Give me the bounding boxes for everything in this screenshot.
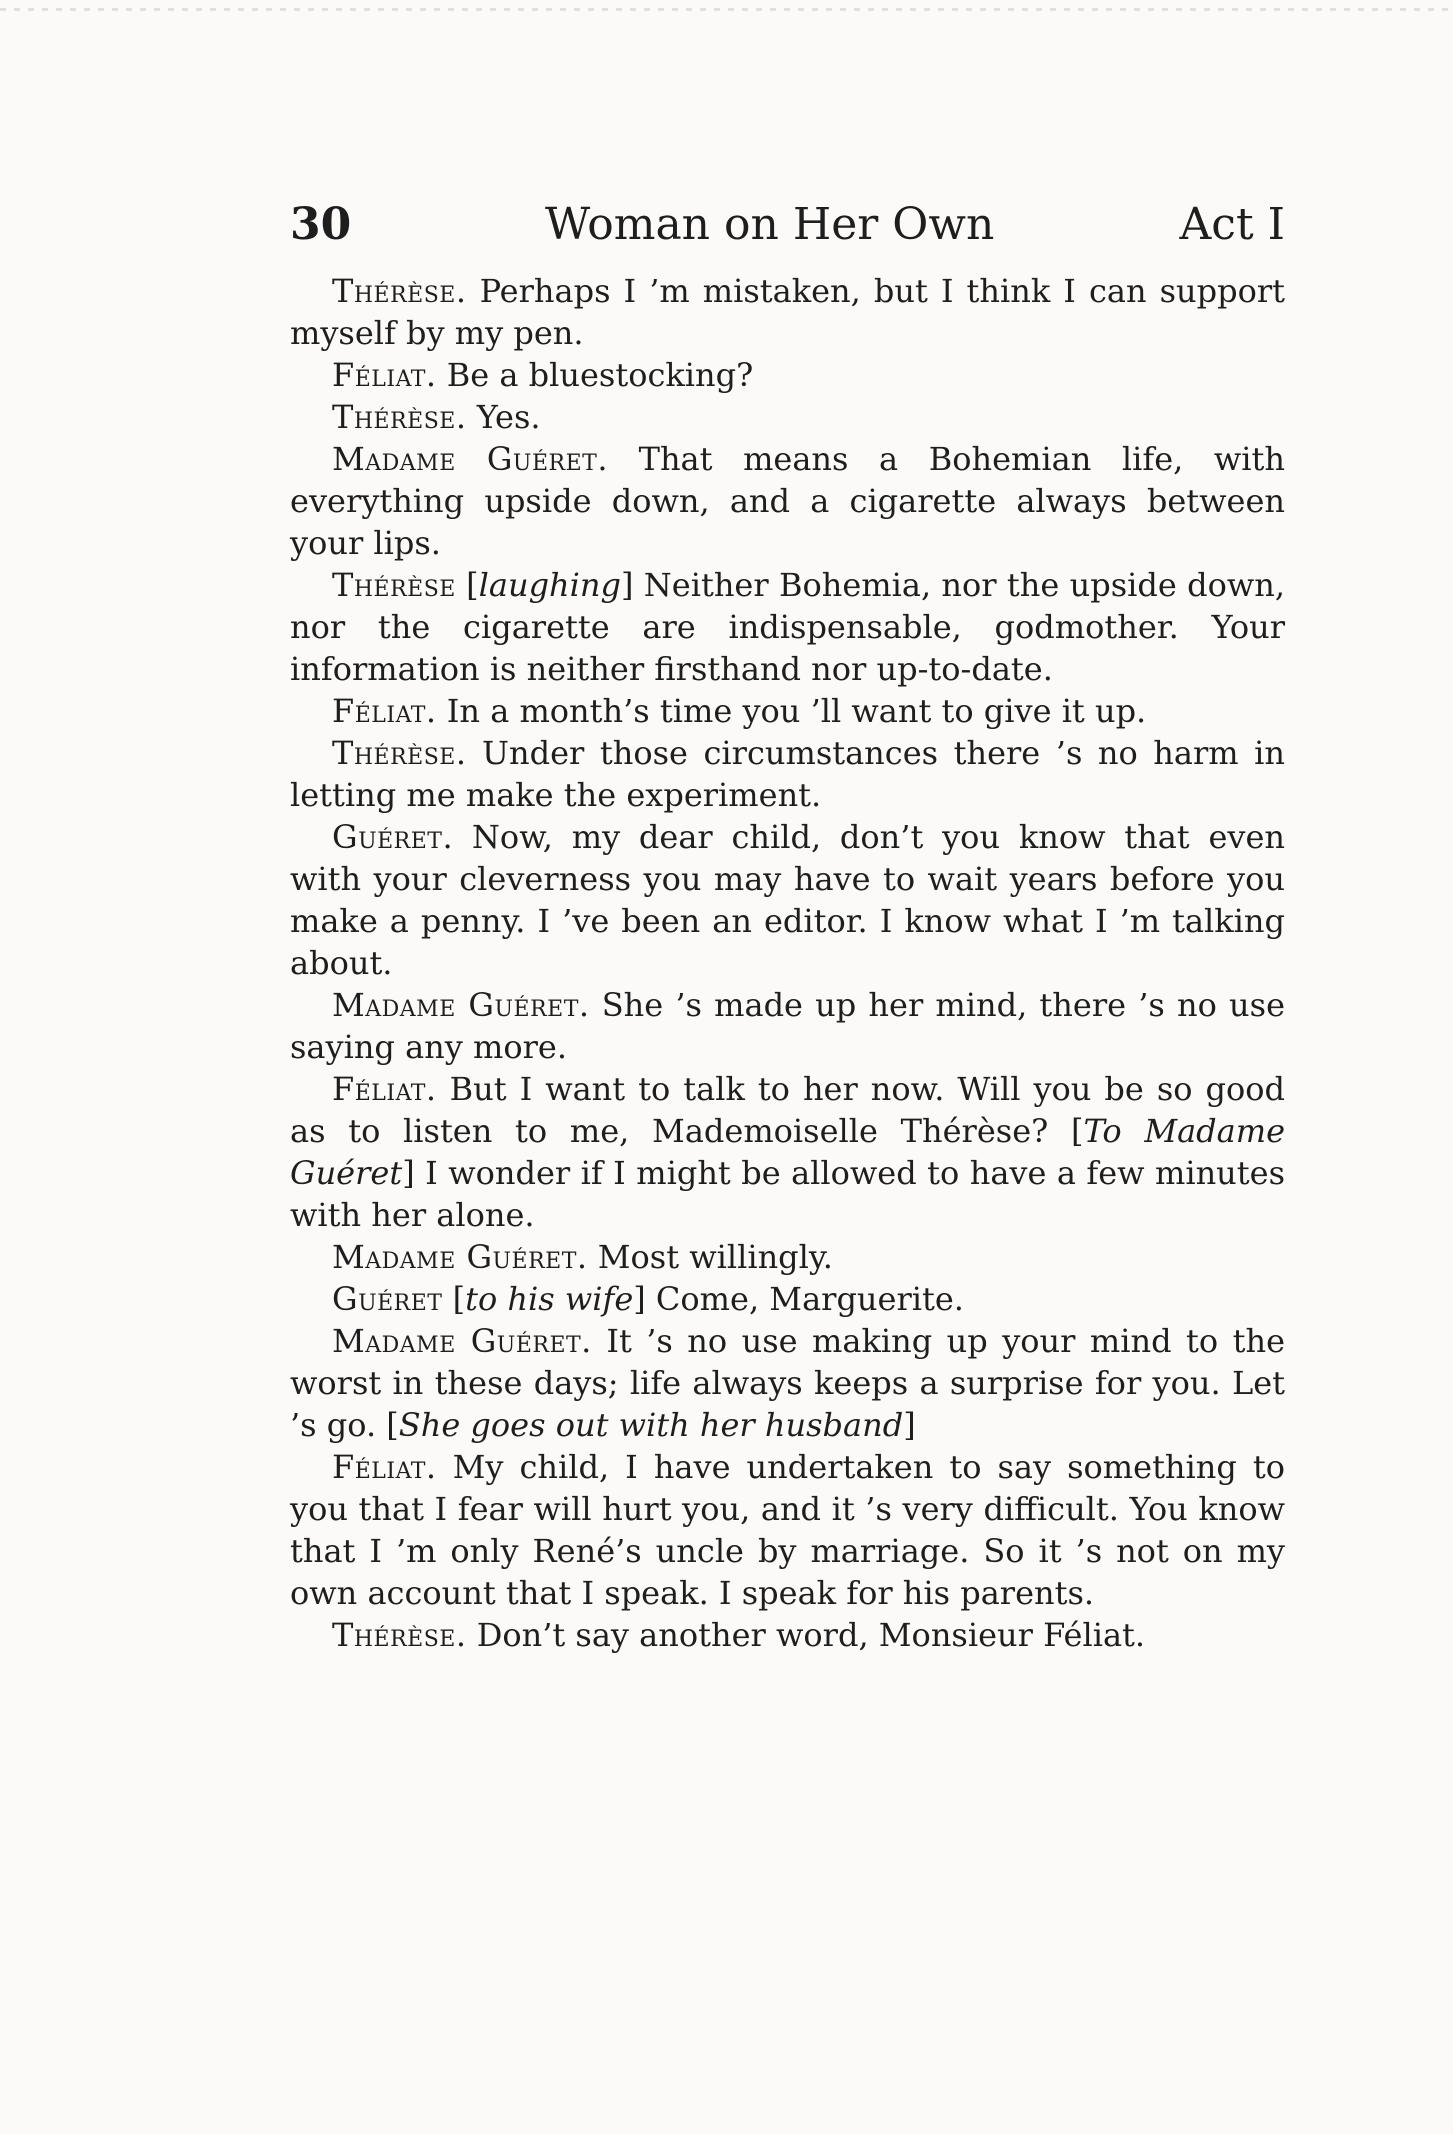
scan-artifact-line — [0, 8, 1453, 11]
speaker-name: Thérèse. — [332, 272, 467, 310]
speech-11 — [290, 1236, 1285, 1278]
speech-13 — [290, 1320, 1285, 1446]
speech-10 — [290, 1068, 1285, 1236]
speech-text: She ’s made up her mind, there ’s no use saying any more. — [290, 986, 1286, 1066]
speaker-name: Féliat. — [332, 356, 437, 394]
stage-direction: [To Madame Guéret] — [290, 1112, 1286, 1192]
speech-text: In a month’s time you ’ll want to give it up. — [446, 692, 1147, 730]
speech-6 — [290, 690, 1285, 732]
speaker-name: Thérèse — [332, 566, 456, 604]
page-number: 30 — [290, 199, 352, 250]
stage-direction: [laughing] — [466, 566, 634, 604]
speech-1 — [290, 270, 1285, 354]
running-head — [290, 190, 1285, 260]
speech-text: But I want to talk to her now. Will you be so good as to listen to me, Mademoiselle Thérèse? — [290, 1070, 1286, 1150]
speech-8 — [290, 816, 1285, 984]
speech-text: Most willingly. — [597, 1238, 833, 1276]
speech-3 — [290, 396, 1285, 438]
speech-9 — [290, 984, 1285, 1068]
speech-text: Neither Bohemia, nor the upside down, nor the cigarette are indispensable, godmother. Your information is neither firsthand nor up-to-date. — [290, 566, 1286, 688]
speech-text: Be a bluestocking? — [446, 356, 754, 394]
speech-text: Don’t say another word, Monsieur Féliat. — [476, 1616, 1146, 1654]
speech-2 — [290, 354, 1285, 396]
speaker-name: Guéret. — [332, 818, 454, 856]
speech-text: Perhaps I ’m mistaken, but I think I can support myself by my pen. — [290, 272, 1286, 352]
act-label: Act I — [1179, 199, 1285, 250]
speaker-name: Féliat. — [332, 692, 437, 730]
speaker-name: Thérèse. — [332, 1616, 467, 1654]
speech-text: Yes. — [476, 398, 541, 436]
speaker-name: Féliat. — [332, 1448, 437, 1486]
speech-text: Now, my dear child, don’t you know that even with your cleverness you may have to wait years before you make a penny. I ’ve been an editor. I know what I ’m talking about. — [290, 818, 1286, 982]
speaker-name: Madame Guéret. — [332, 1322, 592, 1360]
speech-5 — [290, 564, 1285, 690]
speaker-name: Thérèse. — [332, 398, 467, 436]
book-page — [290, 190, 1285, 1656]
speech-text: It ’s no use making up your mind to the worst in these days; life always keeps a surprise for you. Let ’s go. — [290, 1322, 1286, 1444]
speech-15 — [290, 1614, 1285, 1656]
play-text — [290, 270, 1285, 1656]
speech-text: Come, Marguerite. — [655, 1280, 964, 1318]
book-title: Woman on Her Own — [545, 199, 995, 250]
speaker-name: Féliat. — [332, 1070, 437, 1108]
speaker-name: Madame Guéret. — [332, 986, 590, 1024]
stage-direction: [to his wife] — [452, 1280, 646, 1318]
speaker-name: Madame Guéret. — [332, 1238, 588, 1276]
speech-text: Under those circumstances there ’s no harm in letting me make the experiment. — [290, 734, 1286, 814]
speech-14 — [290, 1446, 1285, 1614]
speech-4 — [290, 438, 1285, 564]
stage-direction: [She goes out with her husband] — [386, 1406, 916, 1444]
speech-7 — [290, 732, 1285, 816]
speaker-name: Guéret — [332, 1280, 443, 1318]
speech-text-continued: I wonder if I might be allowed to have a few minutes with her alone. — [290, 1154, 1286, 1234]
speaker-name: Madame Guéret. — [332, 440, 608, 478]
speech-text: That means a Bohemian life, with everything upside down, and a cigarette always between your lips. — [290, 440, 1286, 562]
speech-text: My child, I have undertaken to say something to you that I fear will hurt you, and it ’s very difficult. You know that I ’m only René’s uncle by marriage. So it ’s not on my own account that I speak. I speak for his parents. — [290, 1448, 1286, 1612]
speech-12 — [290, 1278, 1285, 1320]
speaker-name: Thérèse. — [332, 734, 467, 772]
